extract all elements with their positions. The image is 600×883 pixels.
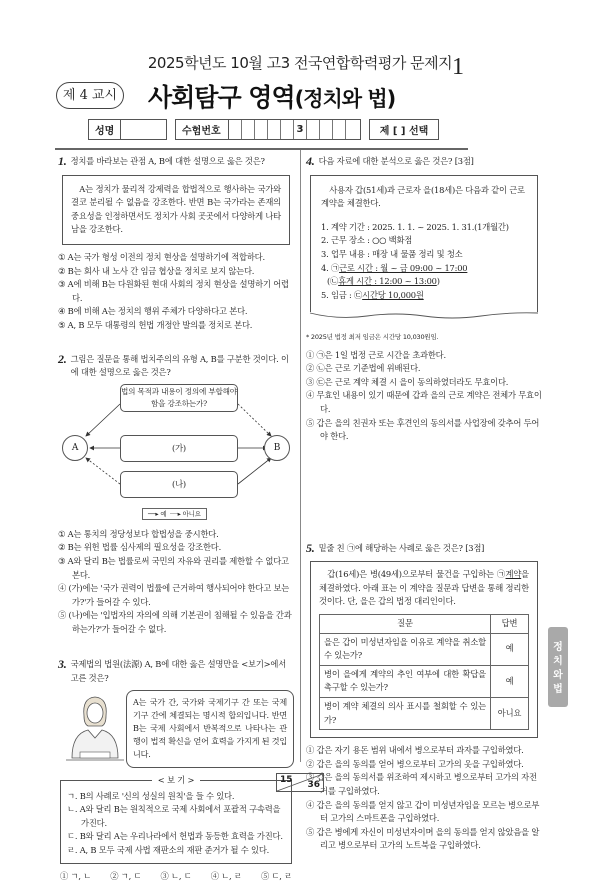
option-2[interactable]: ② 갑은 을의 동의를 얻어 병으로부터 고가의 옷을 구입하였다. xyxy=(306,758,524,769)
question-stem: 정치를 바라보는 관점 A, B에 대한 설명으로 옳은 것은? xyxy=(70,156,265,166)
subject-main: 사회탐구 영역 xyxy=(148,83,295,112)
subject-side-tab xyxy=(548,627,568,707)
option-4[interactable]: ④ 갑은 을의 동의를 얻지 않고 갑이 미성년자임을 모르는 병으로부터 고가의 스마트폰을 구입하였다. xyxy=(306,799,540,824)
subject-title xyxy=(148,78,395,114)
option-1[interactable]: ① A는 국가 형성 이전의 정치 현상을 설명하기에 적합하다. xyxy=(58,251,265,262)
footnote: * 2025년 법정 최저 임금은 시간당 10,030원임. xyxy=(306,332,439,341)
question-stem: 다음 자료에 대한 분석으로 옳은 것은? [3점] xyxy=(318,156,474,166)
table-row xyxy=(320,698,529,730)
table-cell-question: 병이 을에게 계약의 추인 여부에 대한 확답을 촉구할 수 있는가? xyxy=(320,665,491,697)
name-field[interactable] xyxy=(88,119,167,140)
side-tab-char: 정 xyxy=(553,642,563,653)
legend-dashed-arrow-icon: ┈┈▸ xyxy=(170,509,181,518)
diagram-box-na: (나) xyxy=(120,471,238,498)
passage-box: A는 정치가 물리적 강제력을 합법적으로 행사하는 국가와 결코 분리될 수 없음을 강조한다. 반면 B는 국가라는 존재의 중요성을 인정하면서도 정치가 사회 곳곳에서 다양하게 나타남을 강조한다. xyxy=(62,175,290,245)
side-tab-char: 법 xyxy=(553,684,563,695)
exam-number-cell xyxy=(242,120,255,139)
bogi-item-digeut: ㄷ. B와 달리 A는 우리나라에서 헌법과 동등한 효력을 가진다. xyxy=(67,831,283,842)
current-page: 15 xyxy=(280,775,293,785)
contract-item-3: 3. 업무 내용 : 매장 내 물품 정리 및 청소 xyxy=(321,248,463,259)
node-b: B xyxy=(264,435,290,461)
table-cell-question: 병이 계약 체결의 의사 표시를 철회할 수 있는가? xyxy=(320,698,491,730)
left-column xyxy=(58,155,294,883)
exam-number-cell xyxy=(346,120,359,139)
question-stem: 밑줄 친 ㉠에 해당하는 사례로 옳은 것은? [3점] xyxy=(318,542,485,553)
question-1 xyxy=(58,155,294,333)
option-2[interactable]: ② ㉡은 근로 기준법에 위배된다. xyxy=(306,363,421,374)
question-number: 5. xyxy=(306,540,315,555)
contract-item-2: 2. 근무 장소 : ○○ 백화점 xyxy=(321,235,413,246)
diagram-question-box: 법의 목적과 내용이 정의에 부합해야 함을 강조하는가? xyxy=(120,384,238,412)
legend-yes: 예 xyxy=(160,509,167,518)
marker-nieun: (㉡ xyxy=(327,276,339,287)
contract-item-5 xyxy=(321,289,527,303)
contract-box xyxy=(310,175,538,313)
option-3[interactable]: ③ ㉢은 근로 계약 체결 시 을이 동의하였더라도 무효이다. xyxy=(306,376,509,387)
column-header-question: 질문 xyxy=(320,615,491,634)
table-cell-answer: 예 xyxy=(491,633,529,665)
table-cell-answer: 예 xyxy=(491,665,529,697)
table-cell-question: 을은 갑이 미성년자임을 이유로 계약을 취소할 수 있는가? xyxy=(320,633,491,665)
question-3 xyxy=(58,658,294,883)
working-hours: 근로 시간 : 월 ~ 금 09:00 ~ 17:00 xyxy=(339,262,468,273)
period-badge: 제 4 교시 xyxy=(56,82,124,109)
bogi-item-rieul: ㄹ. A, B 모두 국제 사법 재판소의 재판 준거가 될 수 있다. xyxy=(67,845,270,856)
column-header-answer: 답변 xyxy=(491,615,529,634)
option-3[interactable]: ③ A에 비해 B는 다원화된 현대 사회의 정치 현상을 설명하기 어렵다. xyxy=(58,279,289,303)
option-4[interactable]: ④ B에 비해 A는 정치의 행위 주체가 다양하다고 본다. xyxy=(58,306,248,317)
node-a: A xyxy=(62,435,88,461)
right-column xyxy=(306,155,542,853)
legend-solid-arrow-icon: ──▸ xyxy=(148,509,159,518)
underlined-contract: 계약 xyxy=(505,569,522,580)
option-5[interactable]: ⑤ 갑은 병에게 자신이 미성년자이며 을의 동의를 얻지 않았음을 알리고 병으로부터 고가의 노트북을 구입하였다. xyxy=(306,826,540,851)
option-5[interactable]: ⑤ 갑은 을의 친권자 또는 후견인의 동의서를 사업장에 갖추어 두어야 한다. xyxy=(306,417,540,442)
table-cell-answer: 아니요 xyxy=(491,698,529,730)
page-number: 1 xyxy=(452,54,464,80)
exam-number-cell xyxy=(255,120,268,139)
question-2 xyxy=(58,353,294,637)
passage-pre: 갑(16세)은 병(49세)으로부터 물건을 구입하는 ㉠ xyxy=(327,569,506,580)
option-5[interactable]: ⑤ A, B 모두 대통령의 헌법 개정안 발의를 정치로 본다. xyxy=(58,319,253,330)
qa-table xyxy=(319,614,529,730)
option-5[interactable]: ⑤ (나)에는 '입법자의 자의에 의해 기본권이 침해될 수 있음을 간과하는가?'가 들어갈 수 없다. xyxy=(58,610,292,634)
exam-number-cell xyxy=(320,120,333,139)
page-counter xyxy=(276,773,324,792)
selection-label: 제 [ ] 선택 xyxy=(379,126,429,137)
diagram-legend xyxy=(142,508,207,520)
option-2[interactable]: ② B는 위헌 법률 심사제의 필요성을 강조한다. xyxy=(58,542,222,553)
table-row xyxy=(320,665,529,697)
exam-number-cell xyxy=(229,120,242,139)
side-tab-char: 와 xyxy=(553,670,563,681)
marker-digeut: 5. 임금 : ㉢ xyxy=(321,289,363,300)
choice-4[interactable]: ④ ㄴ, ㄹ xyxy=(210,870,242,881)
exam-number-cell xyxy=(307,120,320,139)
header-rule xyxy=(55,148,468,150)
student-info-row xyxy=(88,119,439,140)
contract-intro: 사용자 갑(51세)과 근로자 을(18세)은 다음과 같이 근로 계약을 체결한다. xyxy=(321,184,525,209)
exam-number-label: 수험번호 xyxy=(176,120,229,139)
speaker-illustration xyxy=(58,690,294,772)
choice-2[interactable]: ② ㄱ, ㄷ xyxy=(110,870,142,881)
exam-number-cell xyxy=(333,120,346,139)
question-number: 4. xyxy=(306,154,315,168)
option-3[interactable]: ③ A와 달리 B는 법률로써 국민의 자유와 권리를 제한할 수 없다고 본다. xyxy=(58,555,289,580)
option-1[interactable]: ① ㉠은 1일 법정 근로 시간을 초과한다. xyxy=(306,349,446,360)
question-4 xyxy=(306,155,542,444)
bogi-item-nieun: ㄴ. A와 달리 B는 원칙적으로 국제 사회에서 포괄적 구속력을 가진다. xyxy=(67,804,281,828)
contract-item-4 xyxy=(321,262,527,276)
option-4[interactable]: ④ (가)에는 '국가 권력이 법률에 근거하여 행사되어야 한다고 보는가?'가 들어갈 수 있다. xyxy=(58,583,290,607)
side-tab-char: 치 xyxy=(553,656,563,667)
answer-choices xyxy=(58,870,294,883)
question-number: 3. xyxy=(58,657,67,672)
option-1[interactable]: ① A는 통치의 정당성보다 합법성을 중시한다. xyxy=(58,528,219,539)
exam-number-cell xyxy=(281,120,294,139)
rule-of-law-diagram xyxy=(58,384,294,524)
option-3[interactable]: ③ 갑은 을의 동의서를 위조하여 제시하고 병으로부터 고가의 자전거를 구입하였다. xyxy=(306,772,537,796)
legend-no: 아니요 xyxy=(182,509,201,518)
name-label: 성명 xyxy=(89,120,121,139)
choice-1[interactable]: ① ㄱ, ㄴ xyxy=(60,870,92,881)
question-stem: 그림은 질문을 통해 법치주의의 유형 A, B를 구분한 것이다. 이에 대한 설명으로 옳은 것은? xyxy=(70,353,289,378)
option-1[interactable]: ① 갑은 자기 용돈 범위 내에서 병으로부터 과자를 구입하였다. xyxy=(306,745,524,756)
exam-number-cell xyxy=(268,120,281,139)
diagram-box-ga: (가) xyxy=(120,435,238,462)
teacher-illustration-icon xyxy=(66,694,124,764)
table-row xyxy=(320,633,529,665)
passage-text xyxy=(319,568,529,609)
exam-title: 2025학년도 10월 고3 전국연합학력평가 문제지 xyxy=(147,54,453,72)
choice-3[interactable]: ③ ㄴ, ㄷ xyxy=(160,870,192,881)
exam-number-field[interactable] xyxy=(175,119,361,140)
question-stem: 국제법의 법원(法源) A, B에 대한 옳은 설명만을 <보기>에서 고른 것은? xyxy=(70,659,287,684)
choice-5[interactable]: ⑤ ㄷ, ㄹ xyxy=(260,870,292,881)
break-time: 휴게 시간 : 12:00 ~ 13:00 xyxy=(338,276,437,287)
contract-item-4b xyxy=(321,275,527,289)
close-paren: ) xyxy=(436,276,440,287)
contract-item-1: 1. 계약 기간 : 2025. 1. 1. ~ 2025. 1. 31.(1개월간) xyxy=(321,221,509,232)
speech-bubble: A는 국가 간, 국가와 국제기구 간 또는 국제기구 간에 체결되는 명시적 합의입니다. 반면 B는 국제 사회에서 반복적으로 나타나는 관행이 법적 확신을 얻어 효력을 가지게 된 것입니다. xyxy=(126,690,294,768)
wavy-border xyxy=(310,312,538,320)
subject-selection-field[interactable] xyxy=(369,119,439,140)
question-5 xyxy=(306,542,542,853)
bogi-item-giyeok: ㄱ. B의 사례로 '신의 성실의 원칙'을 들 수 있다. xyxy=(67,790,235,801)
question-number: 1. xyxy=(58,154,67,168)
option-4[interactable]: ④ 무효인 내용이 있기 때문에 갑과 을의 근로 계약은 전체가 무효이다. xyxy=(306,390,542,414)
option-2[interactable]: ② B는 회사 내 노사 간 임금 협상을 정치로 보지 않는다. xyxy=(58,265,255,276)
marker-giyeok: 4. ㉠ xyxy=(321,262,340,273)
hourly-wage: 시간당 10,000원 xyxy=(362,289,424,300)
subject-sub: (정치와 법) xyxy=(294,87,396,111)
column-divider xyxy=(300,150,301,762)
total-pages: 36 xyxy=(307,780,320,790)
question-number: 2. xyxy=(58,351,67,366)
exam-number-cell: 3 xyxy=(294,120,307,139)
passage-box xyxy=(310,561,538,738)
passage-post: 을 체결하였다. 아래 표는 이 계약을 질문과 답변을 통해 정리한 것이다. 단, 을은 갑의 법정 대리인이다. xyxy=(319,569,529,607)
bogi-title: < 보 기 > xyxy=(152,775,200,785)
